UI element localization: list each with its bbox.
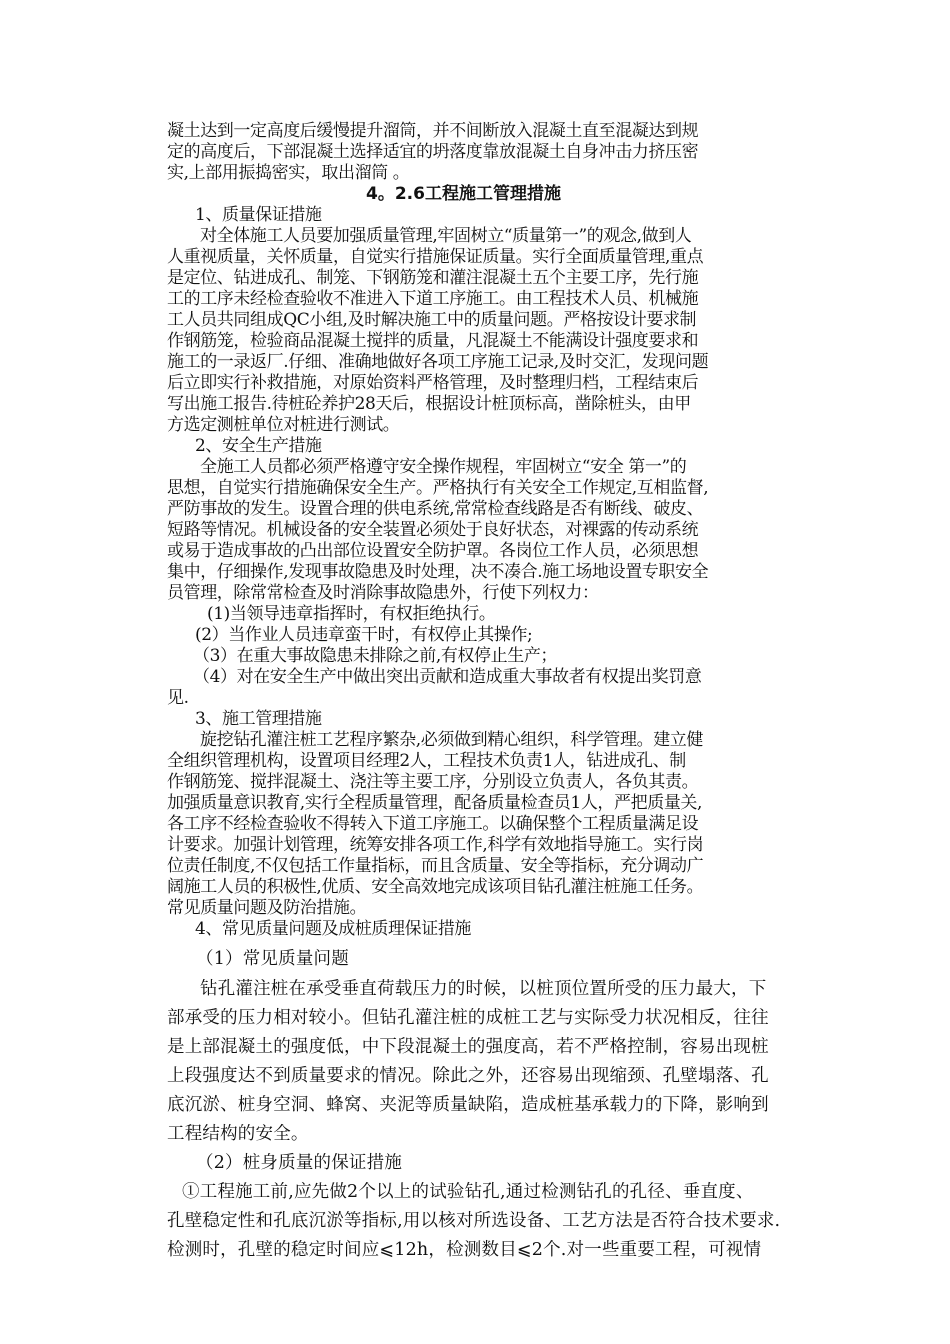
text-line: 位责任制度,不仅包括工作量指标，而且含质量、安全等指标，充分调动广 xyxy=(167,856,704,876)
text-line: 定的高度后，下部混凝土选择适宜的坍落度靠放混凝土自身冲击力挤压密 xyxy=(167,142,699,162)
subsection-heading: 2、安全生产措施 xyxy=(195,436,322,456)
text-line: 对全体施工人员要加强质量管理,牢固树立“质量第一”的观念,做到人 xyxy=(200,226,692,246)
section-heading: 4。2.6工程施工管理措施 xyxy=(366,184,561,204)
text-line: 工人员共同组成QC小组,及时解决施工中的质量问题。严格按设计要求制 xyxy=(167,310,697,330)
text-line: 上段强度达不到质量要求的情况。除此之外，还容易出现缩颈、孔壁塌落、孔 xyxy=(167,1066,769,1086)
text-line: 是上部混凝土的强度低，中下段混凝土的强度高，若不严格控制，容易出现桩 xyxy=(167,1037,769,1057)
text-line: 检测时，孔壁的稳定时间应⩽12h，检测数目⩽2个.对一些重要工程，可视情 xyxy=(167,1240,762,1260)
text-line: 集中，仔细操作,发现事故隐患及时处理，决不凑合.施工场地设置专职安全 xyxy=(167,562,709,582)
text-line: 旋挖钻孔灌注桩工艺程序繁杂,必须做到精心组织，科学管理。建立健 xyxy=(200,730,704,750)
list-item: (2）当作业人员违章蛮干时，有权停止其操作; xyxy=(195,625,533,645)
text-line: 或易于造成事故的凸出部位设置安全防护罩。各岗位工作人员，必须思想 xyxy=(167,541,699,561)
subsection-heading: 3、施工管理措施 xyxy=(195,709,322,729)
text-line: 实,上部用振捣密实，取出溜筒 。 xyxy=(167,163,410,183)
subsection-heading: 4、常见质量问题及成桩质理保证措施 xyxy=(195,919,472,939)
text-line: 员管理，除常常检查及时消除事故隐患外，行使下列权力： xyxy=(167,583,599,603)
text-line: 孔壁稳定性和孔底沉淤等指标,用以核对所选设备、工艺方法是否符合技术要求. xyxy=(167,1211,781,1231)
text-line: 工程结构的安全。 xyxy=(167,1124,309,1144)
text-line: 方选定测桩单位对桩进行测试。 xyxy=(167,415,400,435)
subsection-heading: （2）桩身质量的保证措施 xyxy=(196,1153,403,1173)
text-line: 作钢筋笼，检验商品混凝土搅拌的质量，凡混凝土不能满设计强度要求和 xyxy=(167,331,699,351)
text-line: 短路等情况。机械设备的安全装置必须处于良好状态，对裸露的传动系统 xyxy=(167,520,699,540)
text-line: 严防事故的发生。设置合理的供电系统,常常检查线路是否有断线、破皮、 xyxy=(167,499,704,519)
text-line: 钻孔灌注桩在承受垂直荷载压力的时候，以桩顶位置所受的压力最大，下 xyxy=(200,979,767,999)
text-line: 各工序不经检查验收不得转入下道工序施工。以确保整个工程质量满足设 xyxy=(167,814,699,834)
text-line: 写出施工报告.待桩砼养护28天后，根据设计桩顶标高，凿除桩头，由甲 xyxy=(167,394,691,414)
list-item: (1)当领导违章指挥时，有权拒绝执行。 xyxy=(207,604,496,624)
subsection-heading: 1、质量保证措施 xyxy=(195,205,322,225)
text-line: 阔施工人员的积极性,优质、安全高效地完成该项目钻孔灌注桩施工任务。 xyxy=(167,877,704,897)
text-line: 计要求。加强计划管理，统筹安排各项工作,科学有效地指导施工。实行岗 xyxy=(167,835,704,855)
text-line: 全组织管理机构，设置项目经理2人，工程技术负责1人，钻进成孔、制 xyxy=(167,751,686,771)
text-line: 后立即实行补救措施，对原始资料严格管理，及时整理归档，工程结束后 xyxy=(167,373,699,393)
text-line: 常见质量问题及防治措施。 xyxy=(167,898,367,918)
text-line: 凝土达到一定高度后缓慢提升溜筒，并不间断放入混凝土直至混凝达到规 xyxy=(167,121,699,141)
list-item: （4）对在安全生产中做出突出贡献和造成重大事故者有权提出奖罚意 xyxy=(193,667,702,687)
text-line: 全施工人员都必须严格遵守安全操作规程，牢固树立“安全 第一”的 xyxy=(200,457,687,477)
text-line: 人重视质量，关怀质量，自觉实行措施保证质量。实行全面质量管理,重点 xyxy=(167,247,704,267)
text-line: 底沉淤、桩身空洞、蜂窝、夹泥等质量缺陷，造成桩基承载力的下降，影响到 xyxy=(167,1095,769,1115)
text-line: 加强质量意识教育,实行全程质量管理，配备质量检查员1人，严把质量关, xyxy=(167,793,703,813)
text-line: 作钢筋笼、搅拌混凝土、浇注等主要工序，分别设立负责人，各负其责。 xyxy=(167,772,699,792)
text-line: 部承受的压力相对较小。但钻孔灌注桩的成桩工艺与实际受力状况相反，往往 xyxy=(167,1008,769,1028)
text-line: 施工的一录返厂.仔细、准确地做好各项工序施工记录,及时交汇，发现问题 xyxy=(167,352,709,372)
text-line: 见. xyxy=(167,688,189,708)
text-line: ①工程施工前,应先做2个以上的试验钻孔,通过检测钻孔的孔径、垂直度、 xyxy=(182,1182,754,1202)
text-line: 思想，自觉实行措施确保安全生产。严格执行有关安全工作规定,互相监督, xyxy=(167,478,709,498)
text-line: 是定位、钻进成孔、制笼、下钢筋笼和灌注混凝土五个主要工序，先行施 xyxy=(167,268,699,288)
text-line: 工的工序未经检查验收不准进入下道工序施工。由工程技术人员、机械施 xyxy=(167,289,699,309)
list-item: （3）在重大事故隐患未排除之前,有权停止生产； xyxy=(193,646,558,666)
subsection-heading: （1）常见质量问题 xyxy=(196,949,349,969)
